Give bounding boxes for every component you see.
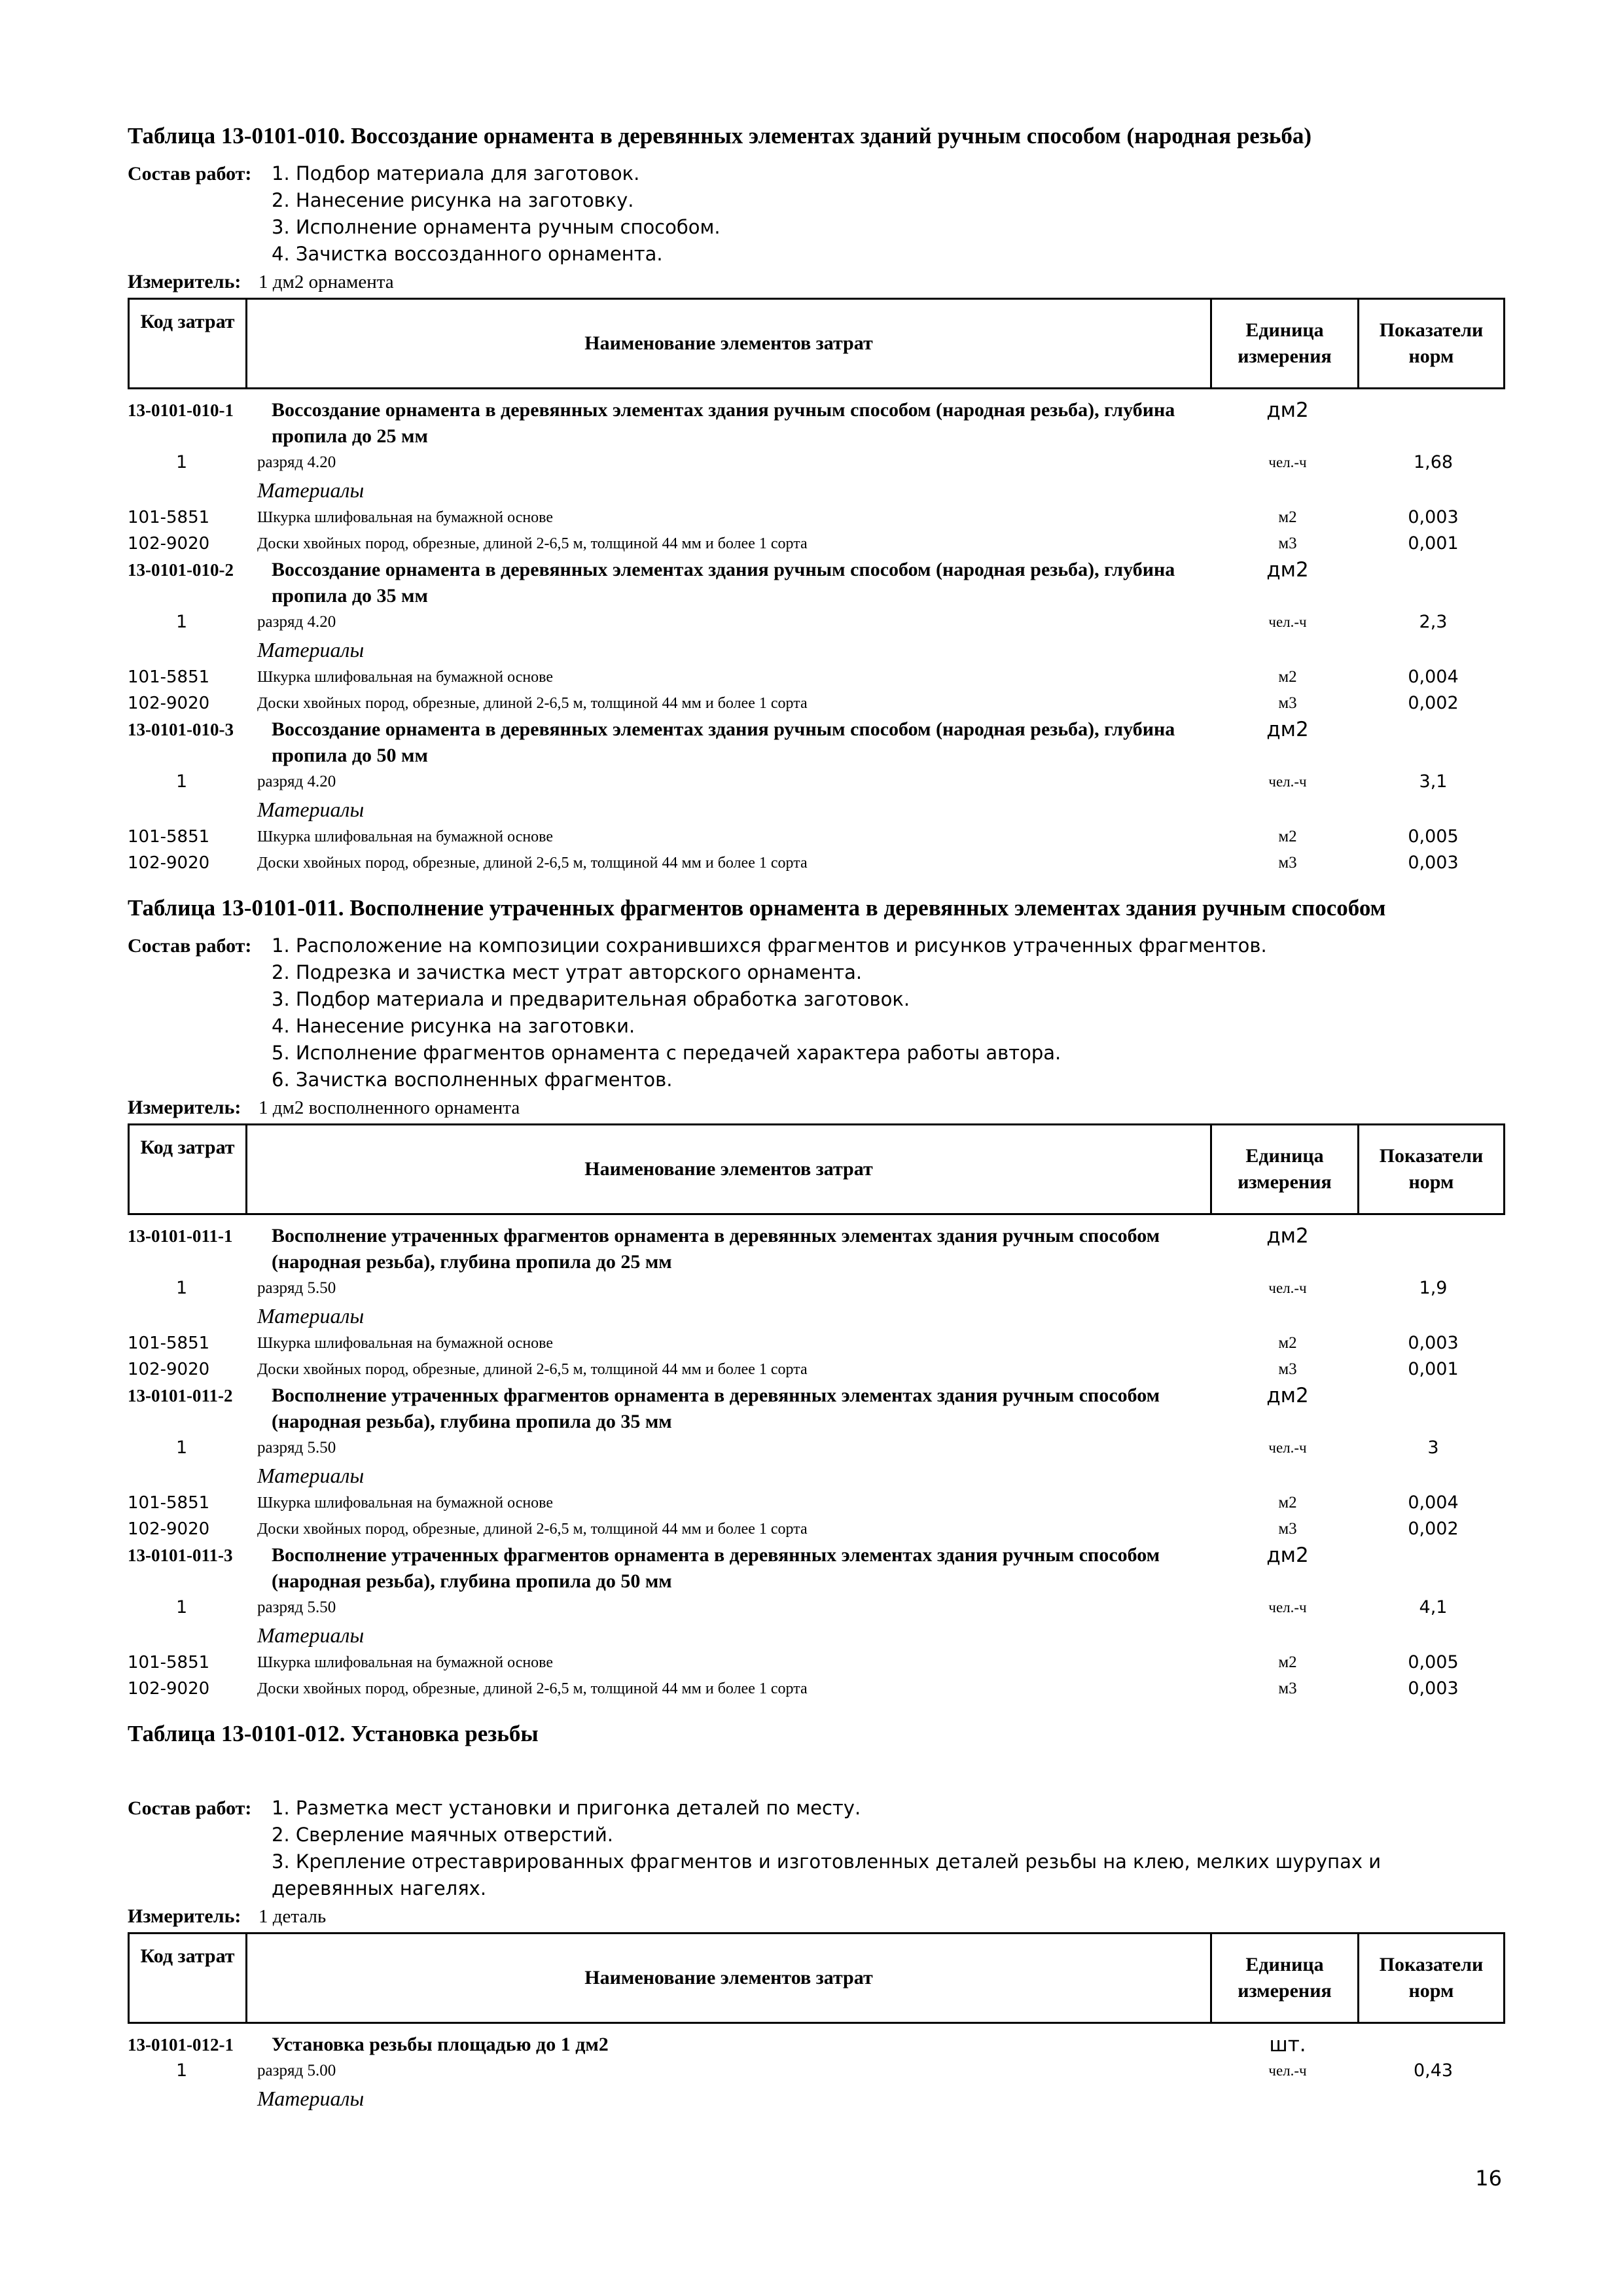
table-header — [128, 1932, 1505, 2024]
work-item: 6. Зачистка восполненных фрагментов. — [272, 1069, 673, 1091]
work-item: 3. Подбор материала и предварительная обработка заготовок. — [272, 988, 910, 1010]
row-norm: 3,1 — [1419, 771, 1448, 792]
row-unit: м3 — [1278, 535, 1297, 552]
row-name: Материалы — [257, 478, 365, 502]
work-composition — [128, 1795, 1505, 1902]
meter-value: 1 дм2 орнамента — [259, 272, 394, 292]
row-code: 102-9020 — [128, 694, 210, 713]
row-norm: 0,003 — [1408, 507, 1459, 527]
row-unit: чел.-ч — [1268, 614, 1307, 630]
row-norm: 0,001 — [1408, 1359, 1459, 1379]
row-unit: чел.-ч — [1268, 1439, 1307, 1456]
row-unit: дм2 — [1266, 398, 1309, 422]
row-name: Восполнение утраченных фрагментов орнамента в деревянных элементах здания ручным способом (народная резьба), глубина пропила до 25 мм — [272, 1225, 1160, 1273]
row-name: Шкурка шлифовальная на бумажной основе — [257, 509, 554, 526]
work-list — [272, 932, 1505, 1093]
work-item: 1. Подбор материала для заготовок. — [272, 162, 640, 185]
work-item: 3. Исполнение орнамента ручным способом. — [272, 216, 721, 238]
labor-row — [128, 1435, 1505, 1461]
work-composition — [128, 160, 1505, 268]
meter — [128, 1903, 1505, 1930]
header-code: Код затрат — [130, 1934, 247, 2022]
row-code: 13-0101-011-3 — [128, 1545, 233, 1565]
row-code: 101-5851 — [128, 508, 210, 527]
table-header — [128, 298, 1505, 389]
row-norm: 0,001 — [1408, 533, 1459, 554]
header-name: Наименование элементов затрат — [247, 1125, 1212, 1213]
labor-row — [128, 609, 1505, 635]
header-norm: Показатели норм — [1379, 1145, 1484, 1193]
row-norm: 0,005 — [1408, 1652, 1459, 1672]
material-row — [128, 1650, 1505, 1676]
row-name: Доски хвойных пород, обрезные, длиной 2-6,5 м, толщиной 44 мм и более 1 сорта — [257, 855, 808, 872]
row-unit: м3 — [1278, 1520, 1297, 1538]
materials-heading-row — [128, 1301, 1505, 1330]
work-label: Состав работ: — [128, 163, 252, 185]
material-row — [128, 664, 1505, 690]
work-label: Состав работ: — [128, 935, 252, 957]
work-list — [272, 1795, 1505, 1902]
row-name: Материалы — [257, 1623, 365, 1647]
row-norm: 0,003 — [1408, 1678, 1459, 1699]
row-code: 102-9020 — [128, 1679, 210, 1699]
row-name: Установка резьбы площадью до 1 дм2 — [272, 2034, 609, 2055]
material-row — [128, 1676, 1505, 1702]
row-name: Шкурка шлифовальная на бумажной основе — [257, 828, 554, 845]
row-name: Доски хвойных пород, обрезные, длиной 2-6,5 м, толщиной 44 мм и более 1 сорта — [257, 1521, 808, 1538]
row-name: Доски хвойных пород, обрезные, длиной 2-6,5 м, толщиной 44 мм и более 1 сорта — [257, 1680, 808, 1697]
row-code: 102-9020 — [128, 1360, 210, 1379]
row-name: Воссоздание орнамента в деревянных элементах здания ручным способом (народная резьба), глубина пропила до 35 мм — [272, 559, 1175, 607]
row-norm: 0,43 — [1413, 2060, 1454, 2081]
row-name: разряд 4.20 — [257, 773, 336, 790]
row-unit: дм2 — [1266, 1384, 1309, 1407]
row-norm: 0,002 — [1408, 1519, 1459, 1539]
row-norm: 2,3 — [1419, 612, 1448, 632]
row-name: Материалы — [257, 1304, 365, 1328]
table-section-011 — [128, 893, 1505, 1702]
row-name: разряд 5.00 — [257, 2062, 336, 2079]
page-number: 16 — [1475, 2166, 1502, 2191]
table-title: Таблица 13-0101-011. Восполнение утраченных фрагментов орнамента в деревянных элементах здания ручным способом — [128, 895, 1386, 921]
row-code: 101-5851 — [128, 1653, 210, 1672]
meter-label: Измеритель: — [128, 1097, 241, 1118]
row-name: Воссоздание орнамента в деревянных элементах здания ручным способом (народная резьба), глубина пропила до 50 мм — [272, 718, 1175, 766]
row-code: 13-0101-011-2 — [128, 1386, 233, 1405]
row-name: Шкурка шлифовальная на бумажной основе — [257, 1335, 554, 1352]
work-item: 1. Расположение на композиции сохранившихся фрагментов и рисунков утраченных фрагментов. — [272, 934, 1267, 957]
meter-label: Измеритель: — [128, 1905, 241, 1927]
labor-row — [128, 450, 1505, 476]
material-row — [128, 531, 1505, 557]
row-unit: м3 — [1278, 1360, 1297, 1378]
work-list — [272, 160, 1505, 268]
table-section-012 — [128, 1719, 1505, 2113]
row-norm: 3 — [1427, 1438, 1439, 1458]
row-code: 102-9020 — [128, 534, 210, 554]
row-code: 101-5851 — [128, 1333, 210, 1353]
row-name: Восполнение утраченных фрагментов орнамента в деревянных элементах здания ручным способом (народная резьба), глубина пропила до 50 мм — [272, 1544, 1160, 1592]
header-unit: Единица измерения — [1212, 1934, 1359, 2022]
meter — [128, 1095, 1505, 1121]
header-name: Наименование элементов затрат — [247, 300, 1212, 387]
row-name: Шкурка шлифовальная на бумажной основе — [257, 669, 554, 686]
work-item: 5. Исполнение фрагментов орнамента с передачей характера работы автора. — [272, 1042, 1061, 1064]
row-unit: м3 — [1278, 854, 1297, 872]
row-name: Доски хвойных пород, обрезные, длиной 2-6,5 м, толщиной 44 мм и более 1 сорта — [257, 1361, 808, 1378]
cost-item-row — [128, 716, 1505, 769]
row-code: 1 — [176, 1597, 188, 1617]
row-code: 101-5851 — [128, 1493, 210, 1513]
row-unit: м2 — [1278, 668, 1297, 686]
row-name: Материалы — [257, 638, 365, 662]
row-name: Материалы — [257, 1464, 365, 1487]
row-name: Доски хвойных пород, обрезные, длиной 2-6,5 м, толщиной 44 мм и более 1 сорта — [257, 535, 808, 552]
row-unit: дм2 — [1266, 558, 1309, 582]
material-row — [128, 850, 1505, 876]
cost-item-row — [128, 2032, 1505, 2058]
table-body — [128, 1223, 1505, 1702]
row-norm: 1,9 — [1419, 1278, 1448, 1298]
table-body — [128, 397, 1505, 876]
table-title: Таблица 13-0101-012. Установка резьбы — [128, 1721, 539, 1746]
row-norm: 4,1 — [1419, 1597, 1448, 1617]
labor-row — [128, 1275, 1505, 1301]
cost-item-row — [128, 1223, 1505, 1275]
row-code: 101-5851 — [128, 667, 210, 687]
row-unit: дм2 — [1266, 1224, 1309, 1248]
work-item: 1. Разметка мест установки и пригонка деталей по месту. — [272, 1797, 861, 1819]
header-code: Код затрат — [130, 300, 247, 387]
row-code: 1 — [176, 771, 188, 792]
labor-row — [128, 769, 1505, 795]
row-code: 13-0101-011-1 — [128, 1226, 233, 1246]
row-norm: 0,004 — [1408, 667, 1459, 687]
meter — [128, 269, 1505, 295]
work-item: 3. Крепление отреставрированных фрагментов и изготовленных деталей резьбы на клею, мелких шурупах и деревянных нагелях. — [272, 1850, 1382, 1899]
row-code: 102-9020 — [128, 1519, 210, 1539]
row-unit: чел.-ч — [1268, 773, 1307, 790]
meter-value: 1 деталь — [259, 1906, 327, 1927]
table-header — [128, 1123, 1505, 1215]
work-item: 2. Нанесение рисунка на заготовку. — [272, 189, 634, 211]
row-name: Восполнение утраченных фрагментов орнамента в деревянных элементах здания ручным способом (народная резьба), глубина пропила до 35 мм — [272, 1385, 1160, 1432]
material-row — [128, 1330, 1505, 1356]
row-name: Материалы — [257, 798, 365, 821]
row-code: 1 — [176, 1438, 188, 1458]
cost-item-row — [128, 557, 1505, 609]
cost-item-row — [128, 397, 1505, 450]
row-name: Воссоздание орнамента в деревянных элементах здания ручным способом (народная резьба), глубина пропила до 25 мм — [272, 399, 1175, 447]
header-norm: Показатели норм — [1379, 1954, 1484, 2002]
row-name: Доски хвойных пород, обрезные, длиной 2-6,5 м, толщиной 44 мм и более 1 сорта — [257, 695, 808, 712]
row-norm: 0,002 — [1408, 693, 1459, 713]
row-unit: чел.-ч — [1268, 1280, 1307, 1296]
row-unit: чел.-ч — [1268, 2062, 1307, 2079]
row-unit: м2 — [1278, 828, 1297, 845]
material-row — [128, 690, 1505, 716]
work-item: 4. Зачистка воссозданного орнамента. — [272, 243, 663, 265]
meter-label: Измеритель: — [128, 271, 241, 292]
row-code: 13-0101-010-1 — [128, 400, 234, 420]
table-title: Таблица 13-0101-010. Воссоздание орнамента в деревянных элементах зданий ручным способом (народная резьба) — [128, 123, 1312, 149]
row-norm: 0,003 — [1408, 1333, 1459, 1353]
work-label: Состав работ: — [128, 1797, 252, 1819]
labor-row — [128, 1595, 1505, 1621]
row-unit: дм2 — [1266, 718, 1309, 741]
material-row — [128, 824, 1505, 850]
materials-heading-row — [128, 635, 1505, 664]
row-unit: чел.-ч — [1268, 454, 1307, 470]
row-name: Материалы — [257, 2087, 365, 2110]
materials-heading-row — [128, 1461, 1505, 1490]
material-row — [128, 1490, 1505, 1516]
row-name: разряд 4.20 — [257, 613, 336, 631]
header-code: Код затрат — [130, 1125, 247, 1213]
materials-heading-row — [128, 2084, 1505, 2113]
row-norm: 0,003 — [1408, 853, 1459, 873]
work-composition — [128, 932, 1505, 1093]
materials-heading-row — [128, 1621, 1505, 1650]
row-unit: м2 — [1278, 1334, 1297, 1352]
row-unit: м3 — [1278, 694, 1297, 712]
header-unit: Единица измерения — [1212, 1125, 1359, 1213]
materials-heading-row — [128, 795, 1505, 824]
row-unit: шт. — [1269, 2033, 1306, 2057]
labor-row — [128, 2058, 1505, 2084]
row-code: 102-9020 — [128, 853, 210, 873]
row-name: разряд 5.50 — [257, 1598, 336, 1616]
row-norm: 1,68 — [1413, 452, 1454, 472]
row-code: 1 — [176, 452, 188, 472]
row-unit: м2 — [1278, 1653, 1297, 1671]
row-code: 13-0101-010-3 — [128, 720, 234, 739]
row-name: Шкурка шлифовальная на бумажной основе — [257, 1654, 554, 1671]
row-code: 1 — [176, 1278, 188, 1298]
row-unit: м3 — [1278, 1680, 1297, 1697]
material-row — [128, 1516, 1505, 1542]
material-row — [128, 504, 1505, 531]
material-row — [128, 1356, 1505, 1383]
cost-item-row — [128, 1383, 1505, 1435]
work-item: 4. Нанесение рисунка на заготовки. — [272, 1015, 635, 1037]
row-unit: дм2 — [1266, 1544, 1309, 1567]
meter-value: 1 дм2 восполненного орнамента — [259, 1097, 520, 1118]
document-page — [128, 121, 1505, 2113]
row-name: разряд 5.50 — [257, 1279, 336, 1297]
materials-heading-row — [128, 476, 1505, 504]
row-unit: чел.-ч — [1268, 1599, 1307, 1616]
work-item: 2. Подрезка и зачистка мест утрат авторского орнамента. — [272, 961, 863, 983]
header-norm: Показатели норм — [1379, 319, 1484, 367]
row-code: 13-0101-010-2 — [128, 560, 234, 580]
row-code: 13-0101-012-1 — [128, 2035, 234, 2055]
header-name: Наименование элементов затрат — [247, 1934, 1212, 2022]
table-body — [128, 2032, 1505, 2113]
row-norm: 0,004 — [1408, 1492, 1459, 1513]
header-unit: Единица измерения — [1212, 300, 1359, 387]
row-code: 101-5851 — [128, 827, 210, 847]
work-item: 2. Сверление маячных отверстий. — [272, 1824, 613, 1846]
row-name: разряд 4.20 — [257, 453, 336, 471]
row-unit: м2 — [1278, 508, 1297, 526]
row-norm: 0,005 — [1408, 826, 1459, 847]
table-section-010 — [128, 121, 1505, 876]
row-name: Шкурка шлифовальная на бумажной основе — [257, 1494, 554, 1511]
row-unit: м2 — [1278, 1494, 1297, 1511]
row-code: 1 — [176, 612, 188, 632]
cost-item-row — [128, 1542, 1505, 1595]
row-code: 1 — [176, 2060, 188, 2081]
row-name: разряд 5.50 — [257, 1439, 336, 1457]
